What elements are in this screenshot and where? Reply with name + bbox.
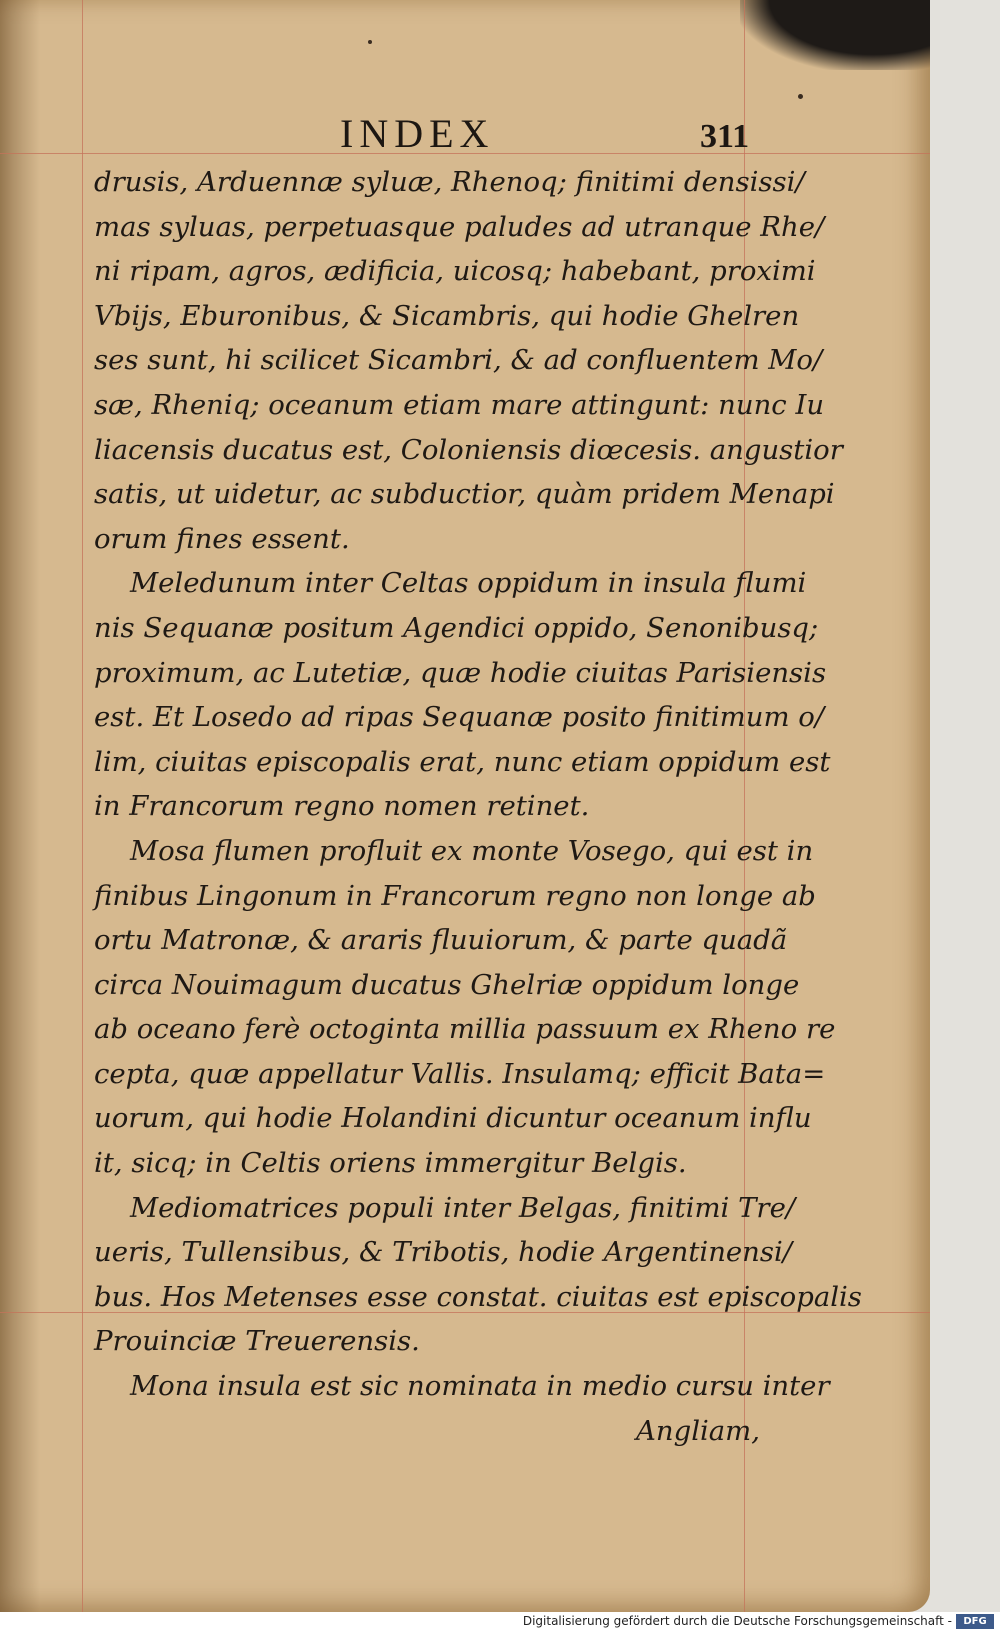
digitization-footer <box>0 1612 1000 1632</box>
text-line: ses sunt, hi scilicet Sicambri, & ad confluentem Mo/ <box>94 344 823 377</box>
dfg-logo: DFG <box>956 1614 994 1629</box>
text-line: Meledunum inter Celtas oppidum in insula flumi <box>130 567 807 600</box>
text-line: liacensis ducatus est, Coloniensis diœcesis. angustior <box>94 433 843 466</box>
text-line: orum fines essent. <box>94 522 350 555</box>
text-line: in Francorum regno nomen retinet. <box>94 790 590 823</box>
funding-credit: Digitalisierung gefördert durch die Deutsche Forschungsgemeinschaft - <box>522 1614 952 1628</box>
text-line: Vbijs, Eburonibus, & Sicambris, qui hodie Ghelren <box>94 299 800 332</box>
text-line: Mediomatrices populi inter Belgas, finitimi Tre/ <box>130 1191 796 1224</box>
margin-rule-left <box>82 0 83 1612</box>
text-line: mas syluas, perpetuasque paludes ad utranque Rhe/ <box>94 210 825 243</box>
text-line: ab oceano ferè octoginta millia passuum ex Rheno re <box>94 1013 836 1046</box>
text-line: Mosa flumen profluit ex monte Vosego, qui est in <box>130 834 814 867</box>
text-line: ni ripam, agros, ædificia, uicosq; habebant, proximi <box>94 255 816 288</box>
text-line: satis, ut uidetur, ac subductior, quàm pridem Menapi <box>94 478 835 511</box>
text-line: finibus Lingonum in Francorum regno non longe ab <box>94 879 816 912</box>
text-line: Prouinciæ Treuerensis. <box>94 1325 420 1358</box>
text-line: ortu Matronæ, & araris fluuiorum, & parte quadã <box>94 924 788 957</box>
text-line: circa Nouimagum ducatus Ghelriæ oppidum longe <box>94 968 800 1001</box>
page-corner-shadow <box>740 0 930 70</box>
page-title: INDEX <box>340 111 495 156</box>
text-line: cepta, quæ appellatur Vallis. Insulamq; efficit Bata= <box>94 1057 826 1090</box>
text-line: drusis, Arduennæ syluæ, Rhenoq; finitimi densissi/ <box>94 166 805 198</box>
text-line: ueris, Tullensibus, & Tribotis, hodie Argentinensi/ <box>94 1236 793 1269</box>
text-line: Mona insula est sic nominata in medio cursu inter <box>130 1370 830 1403</box>
text-line: proximum, ac Lutetiæ, quæ hodie ciuitas Parisiensis <box>94 656 827 689</box>
text-line: est. Et Losedo ad ripas Sequanæ posito finitimum o/ <box>94 701 825 734</box>
body-text <box>94 160 862 1453</box>
ink-speck <box>368 40 372 44</box>
ink-speck <box>798 94 803 99</box>
text-line: lim, ciuitas episcopalis erat, nunc etiam oppidum est <box>94 745 831 778</box>
text-line: bus. Hos Metenses esse constat. ciuitas est episcopalis <box>94 1280 862 1313</box>
page-number: 311 <box>700 118 750 155</box>
running-head <box>0 110 930 156</box>
text-line: sæ, Rheniq; oceanum etiam mare attingunt: nunc Iu <box>94 388 825 421</box>
catchword: Angliam, <box>636 1414 760 1447</box>
text-line: uorum, qui hodie Holandini dicuntur oceanum influ <box>94 1102 812 1135</box>
text-line: it, sicq; in Celtis oriens immergitur Belgis. <box>94 1147 687 1180</box>
text-line: nis Sequanæ positum Agendici oppido, Senonibusq; <box>94 611 819 644</box>
